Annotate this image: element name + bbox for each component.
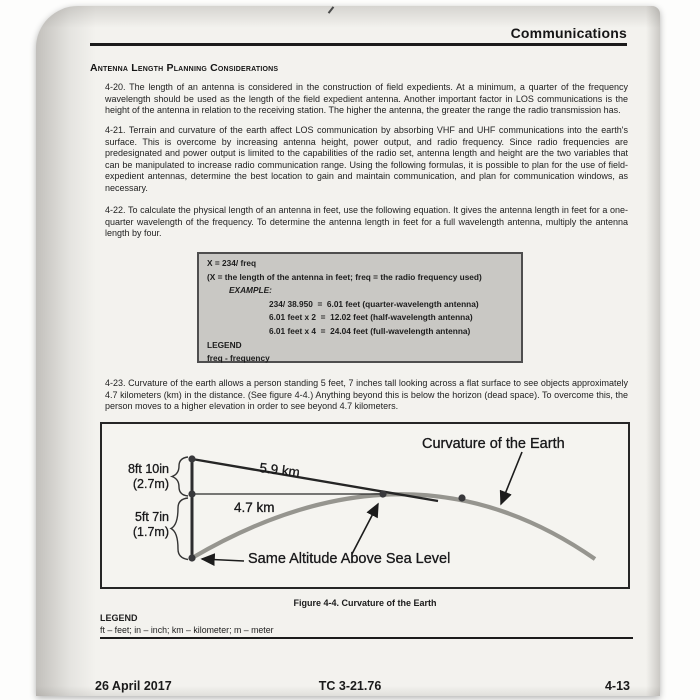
distance-59km-label: 5.9 km [258, 460, 301, 480]
height-lower-m-label: (1.7m) [132, 525, 169, 539]
formula-definition: (X = the length of the antenna in feet; freq = the radio frequency used) [207, 271, 482, 282]
pole-top-dot [188, 455, 195, 462]
sight-line-59km [192, 459, 438, 501]
footer-date: 26 April 2017 [95, 679, 172, 693]
paragraph-4-21: 4-21. Terrain and curvature of the earth affect LOS communication by absorbing VHF and UHF communications into the earth's surface. This is overcome by increasing antenna height, power output, and radio frequency. Since radio frequencies are predesignated and power output is limited to the capabilities of the radio set, antenna length and height are the two variables that can be manipulated to increase radio communication range. Using the following formulas, it is possible to plan for the use of field-expedient antennas, determine the best location to gain and maintain communication, and plan for communication windows, as necessary. [105, 125, 628, 193]
scan-speck [328, 6, 335, 14]
lower-height-brace [171, 498, 188, 560]
header-rule [90, 43, 627, 46]
footer-document-number: TC 3-21.76 [318, 679, 382, 693]
distance-47km-label: 4.7 km [234, 500, 275, 515]
legend-rule [100, 637, 633, 639]
sea-level-arrow-left [202, 559, 244, 561]
pole-eye-dot [188, 490, 195, 497]
formula-example-label: EXAMPLE: [229, 285, 272, 296]
formula-legend-label: LEGEND [207, 339, 242, 350]
curvature-label: Curvature of the Earth [422, 436, 565, 452]
paragraph-4-20: 4-20. The length of an antenna is considered in the construction of field expedients. At a minimum, a quarter of the frequency wavelength should be used as the length of the field expedient antenna. Another important factor in LOS communications is the height of the antenna in relation to the receiving station. The higher the antenna, the greater the range the radio transmission has. [105, 82, 628, 116]
legend-title: LEGEND [100, 613, 138, 623]
figure-curvature-of-earth [100, 422, 630, 589]
height-lower-ft-label: 5ft 7in [134, 510, 169, 524]
beyond-horizon-dot [458, 494, 465, 501]
sea-level-label: Same Altitude Above Sea Level [248, 551, 451, 567]
footer-page-number: 4-13 [604, 679, 630, 693]
legend-entries: ft – feet; in – inch; km – kilometer; m – meter [100, 625, 274, 635]
page-header-title: Communications [510, 25, 627, 41]
formula-legend-text: freq - frequency [207, 353, 270, 364]
section-heading: Antenna Length Planning Considerations [90, 62, 279, 74]
curvature-diagram [102, 424, 628, 587]
pole-base-dot [188, 554, 195, 561]
sea-level-arrow-up [352, 504, 378, 554]
formula-box [197, 252, 523, 363]
formula-example-quarter: 234/ 38.950 = 6.01 feet (quarter-wavelength antenna) [269, 298, 479, 309]
formula-example-full: 6.01 feet x 4 = 24.04 feet (full-wavelength antenna) [269, 325, 471, 336]
figure-caption: Figure 4-4. Curvature of the Earth [293, 598, 437, 608]
height-upper-m-label: (2.7m) [132, 477, 169, 491]
height-upper-ft-label: 8ft 10in [127, 462, 169, 476]
paragraph-4-23: 4-23. Curvature of the earth allows a person standing 5 feet, 7 inches tall looking across a flat surface to see objects approximately 4.7 kilometers (km) in the distance. (See figure 4-4.) Anything beyond this is below the horizon (dead space). To overcome this, the person moves to a higher elevation in order to see beyond 4.7 kilometers. [105, 378, 628, 412]
horizon-dot [379, 490, 386, 497]
paragraph-4-22: 4-22. To calculate the physical length of an antenna in feet, use the following equation. It gives the antenna length in feet for a one-quarter wavelength of the frequency. To determine the antenna length in feet for a full wavelength antenna, multiply the antenna length by four. [105, 205, 628, 239]
curvature-arrow [501, 452, 522, 504]
formula-example-half: 6.01 feet x 2 = 12.02 feet (half-wavelength antenna) [269, 312, 473, 323]
upper-height-brace [172, 457, 188, 496]
formula-equation: X = 234/ freq [207, 258, 257, 268]
